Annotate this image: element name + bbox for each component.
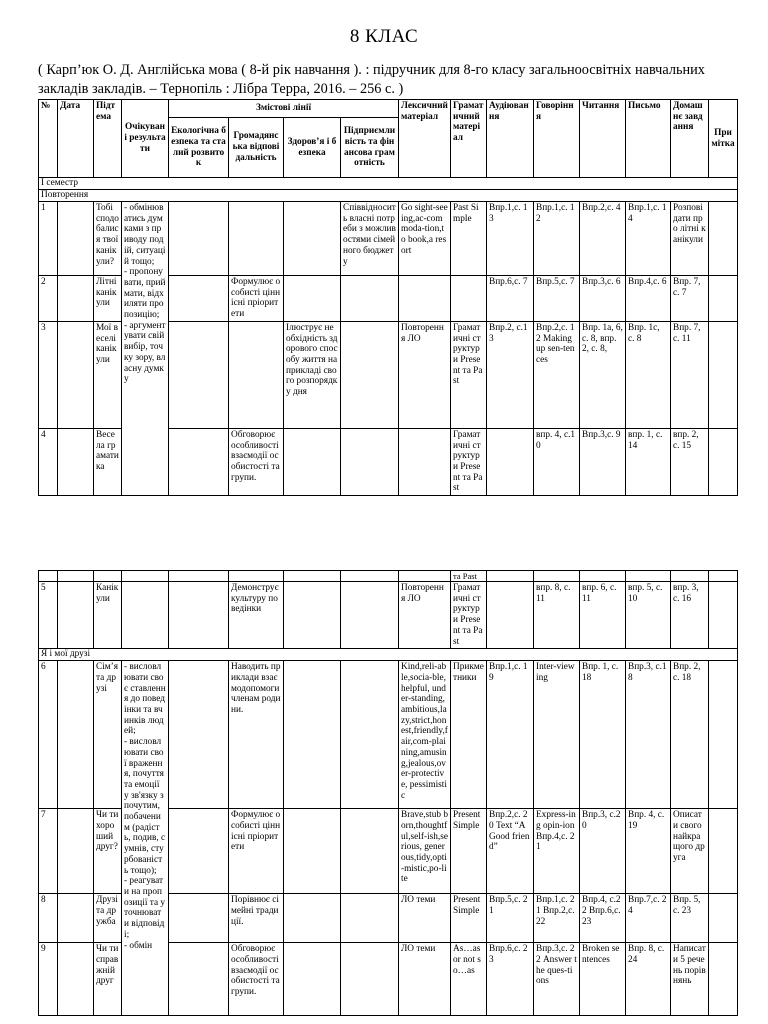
cell-num: 6 — [39, 661, 58, 809]
cell-speaking: Inter-viewing — [534, 661, 580, 809]
cell-entrepreneur — [341, 809, 399, 894]
cell-topic: Весела граматика — [94, 428, 122, 495]
cell-health — [284, 943, 341, 1016]
cell-notes — [709, 943, 738, 1016]
cell-date — [58, 943, 94, 1016]
cell-date — [58, 276, 94, 322]
cell-grammar: Прикметники — [451, 661, 487, 809]
lesson-plan-table-continued — [38, 570, 738, 1016]
cell-health: Ілюструє необхідність здорового способу життя на прикладі свого розпорядку дня — [284, 321, 341, 428]
cell-civic: Обговорює особливості взаємодії особистості та групи. — [229, 428, 284, 495]
cell-reading: Впр.4, с.22 Впр.6,с. 23 — [580, 894, 626, 943]
header-health: Здоров’я і безпека — [284, 118, 341, 178]
cell-health — [284, 661, 341, 809]
cell-writing: Впр.4,с. 6 — [626, 276, 671, 322]
cell-reading: впр. 6, с. 11 — [580, 582, 626, 649]
cell-lexical — [399, 428, 451, 495]
cell-ecology — [169, 428, 229, 495]
section-label: Повторення — [39, 190, 738, 202]
header-writing: Письмо — [626, 100, 671, 178]
cell-civic: Наводить приклади взаємодопомоги членам родини. — [229, 661, 284, 809]
cell-num: 2 — [39, 276, 58, 322]
cell-ecology — [169, 894, 229, 943]
cell-grammar: Граматичні структури Present та Past — [451, 428, 487, 495]
cell-grammar: As…as or not so…as — [451, 943, 487, 1016]
cell-civic — [229, 202, 284, 276]
header-topic: Підтема — [94, 100, 122, 178]
header-ecology: Екологічна безпека та сталий розвиток — [169, 118, 229, 178]
cell-entrepreneur — [341, 582, 399, 649]
cell-lexical — [399, 276, 451, 322]
cell-writing: Впр. 1с, с. 8 — [626, 321, 671, 428]
cell-date — [58, 809, 94, 894]
cell-lexical: ЛО теми — [399, 943, 451, 1016]
header-reading: Читання — [580, 100, 626, 178]
cell-num: 5 — [39, 582, 58, 649]
cell-notes — [709, 321, 738, 428]
cell-homework: Написати 5 речень порівнянь — [671, 943, 709, 1016]
cell-writing: Впр.3, с.18 — [626, 661, 671, 809]
lesson-plan-table — [38, 99, 738, 496]
table-row — [39, 582, 738, 649]
cell-lexical: Повторення ЛО — [399, 582, 451, 649]
cell-listening: Впр.2, с.13 — [487, 321, 534, 428]
cell-writing: Впр.7,с. 24 — [626, 894, 671, 943]
cell-lexical: Kind,reli-able,socia-ble,helpful, under-standing,ambitious,lazy,strict,honest,friendly,fair,com-plaining,amusing,jealous,over-protective, pessimistic — [399, 661, 451, 809]
cell-date — [58, 321, 94, 428]
cell-entrepreneur — [341, 321, 399, 428]
cell-entrepreneur: Співвідносить власні потреби з можливостями сімейного бюджету — [341, 202, 399, 276]
cell-results: - висловлювати своє ставлення до поведінки та вчинків людей; - висловлювати свої враження, почуття та емоції у зв'язку з почутим, побаченим (радість, подив, сумнів, стурбованість тощо); - реагувати на пропозиції та уточнювати відповіді; - обмін — [122, 661, 169, 1016]
cell-reading: Впр.3,с. 9 — [580, 428, 626, 495]
cell-entrepreneur — [341, 428, 399, 495]
table-row — [39, 202, 738, 276]
cell-speaking: Впр.1,с. 12 — [534, 202, 580, 276]
cell-topic: Тобі сподобалися твої канікули? — [94, 202, 122, 276]
cell-entrepreneur — [341, 943, 399, 1016]
cell-results — [122, 582, 169, 649]
cell-grammar: Present Simple — [451, 809, 487, 894]
cell-topic: Канікули — [94, 582, 122, 649]
cell-topic: Друзі та дружба — [94, 894, 122, 943]
table-row — [39, 661, 738, 809]
cell-results: - обмінюватись думками з приводу подій, ситуацій тощо; - пропонувати, приймати, відхиляти пропозицію; - аргументувати свій вибір, точку зору, власну думку — [122, 202, 169, 496]
cell-grammar: Present Simple — [451, 894, 487, 943]
cell-speaking: Express-ing opin-ion Впр.4,с. 21 — [534, 809, 580, 894]
semester-label: I семестр — [39, 178, 738, 190]
cell-date — [58, 661, 94, 809]
cell-date — [58, 202, 94, 276]
header-notes: Примітка — [709, 100, 738, 178]
cell-listening: Впр.2,с. 20 Text “A Good friend” — [487, 809, 534, 894]
cell-civic — [229, 321, 284, 428]
cell-reading: Впр.2,с. 4 — [580, 202, 626, 276]
cell-notes — [709, 428, 738, 495]
cell-civic: Демонструє культуру поведінки — [229, 582, 284, 649]
cell-date — [58, 894, 94, 943]
header-entrepreneur: Підприємливість та фінансова грамотність — [341, 118, 399, 178]
cell-notes — [709, 582, 738, 649]
cell-reading: Впр. 1а, 6, с. 8, впр. 2, с. 8, — [580, 321, 626, 428]
cell-civic: Обговорює особливості взаємодії особистості та групи. — [229, 943, 284, 1016]
cell-topic: Літні канікули — [94, 276, 122, 322]
cell-num: 9 — [39, 943, 58, 1016]
cell-writing: Впр. 8, с. 24 — [626, 943, 671, 1016]
cell-topic: Мої веселі канікули — [94, 321, 122, 428]
cell-grammar: Граматичні структури Present та Past — [451, 582, 487, 649]
cell-lexical: Повторення ЛО — [399, 321, 451, 428]
cell-entrepreneur — [341, 661, 399, 809]
cell-lexical: Brave,stub born,thoughtful,self-ish,serious, generous,tidy,opti-mistic,po-lite — [399, 809, 451, 894]
cell-writing: впр. 1, с. 14 — [626, 428, 671, 495]
page-title: 8 КЛАС — [349, 26, 419, 47]
cell-date — [58, 582, 94, 649]
cell-reading: Впр.3, с.20 — [580, 809, 626, 894]
cell-health — [284, 582, 341, 649]
cell-notes — [709, 202, 738, 276]
cell-grammar: Past Simple — [451, 202, 487, 276]
cell-health — [284, 428, 341, 495]
cell-grammar: Граматичні структури Present та Past — [451, 321, 487, 428]
cell-listening — [487, 582, 534, 649]
cell-listening: Впр.1,с. 19 — [487, 661, 534, 809]
cell-speaking: Впр.5,с. 7 — [534, 276, 580, 322]
cell-num: 8 — [39, 894, 58, 943]
cell-listening — [487, 428, 534, 495]
cell-ecology — [169, 943, 229, 1016]
section-label: Я і мої друзі — [39, 649, 738, 661]
cell-speaking: Впр.3,с. 22 Answer the ques-tions — [534, 943, 580, 1016]
header-content-lines: Змістові лінії — [169, 100, 399, 118]
cell-num: 3 — [39, 321, 58, 428]
cell-grammar — [451, 276, 487, 322]
cell-topic: Чи ти хороший друг? — [94, 809, 122, 894]
cell-homework: Впр. 7, с. 11 — [671, 321, 709, 428]
cell-notes — [709, 661, 738, 809]
cell-speaking: впр. 8, с. 11 — [534, 582, 580, 649]
cell-notes — [709, 276, 738, 322]
cell-grammar-carry: та Past — [451, 571, 487, 582]
header-results: Очікувані результати — [122, 100, 169, 178]
header-homework: Домашнє завдання — [671, 100, 709, 178]
textbook-reference: ( Карп’юк О. Д. Англійська мова ( 8-й рік навчання ). : підручник для 8-го класу загальноосвітніх навчальних закладів закладів. – Тернопіль : Лібра Терра, 2016. – 256 с. ) — [38, 62, 705, 97]
header-civic: Громадянська відповідальність — [229, 118, 284, 178]
cell-speaking: впр. 4, с.10 — [534, 428, 580, 495]
cell-entrepreneur — [341, 894, 399, 943]
cell-writing: Впр. 4, с. 19 — [626, 809, 671, 894]
header-grammar: Граматичний матеріал — [451, 100, 487, 178]
cell-listening: Впр.1,с. 13 — [487, 202, 534, 276]
cell-reading: Впр.3,с. 6 — [580, 276, 626, 322]
cell-writing: Впр.1,с. 14 — [626, 202, 671, 276]
cell-num: 4 — [39, 428, 58, 495]
cell-civic: Формулює особисті ціннісні пріоритети — [229, 809, 284, 894]
cell-health — [284, 202, 341, 276]
cell-ecology — [169, 321, 229, 428]
cell-ecology — [169, 809, 229, 894]
cell-ecology — [169, 582, 229, 649]
cell-listening: Впр.6,с. 7 — [487, 276, 534, 322]
cell-ecology — [169, 276, 229, 322]
cell-writing: впр. 5, с. 10 — [626, 582, 671, 649]
header-num: № — [39, 100, 58, 178]
header-speaking: Говоріння — [534, 100, 580, 178]
cell-notes — [709, 809, 738, 894]
cell-homework: Впр. 7, с. 7 — [671, 276, 709, 322]
cell-lexical: Go sight-seeing,ac-commoda-tion,to book,a resort — [399, 202, 451, 276]
cell-homework: впр. 3, с. 16 — [671, 582, 709, 649]
cell-listening: Впр.6,с. 23 — [487, 943, 534, 1016]
cell-health — [284, 809, 341, 894]
cell-speaking: Впр.2,с. 12 Making up sen-tences — [534, 321, 580, 428]
cell-lexical: ЛО теми — [399, 894, 451, 943]
carry-over-row — [39, 571, 738, 582]
cell-reading: Broken sentences — [580, 943, 626, 1016]
cell-topic: Чи ти справжній друг — [94, 943, 122, 1016]
cell-ecology — [169, 202, 229, 276]
header-date: Дата — [58, 100, 94, 178]
header-listening: Аудіювання — [487, 100, 534, 178]
cell-num: 1 — [39, 202, 58, 276]
cell-listening: Впр.5,с. 21 — [487, 894, 534, 943]
cell-homework: Описати свого найкращого друга — [671, 809, 709, 894]
cell-homework: Розповідати про літні канікули — [671, 202, 709, 276]
cell-num: 7 — [39, 809, 58, 894]
cell-entrepreneur — [341, 276, 399, 322]
cell-civic: Формулює особисті ціннісні пріоритети — [229, 276, 284, 322]
cell-homework: Впр. 2, с. 18 — [671, 661, 709, 809]
cell-ecology — [169, 661, 229, 809]
cell-homework: Впр. 5, с. 23 — [671, 894, 709, 943]
cell-speaking: Впр.1,с. 21 Впр.2,с. 22 — [534, 894, 580, 943]
cell-health — [284, 276, 341, 322]
cell-date — [58, 428, 94, 495]
cell-homework: впр. 2, с. 15 — [671, 428, 709, 495]
header-lexical: Лексичний матеріал — [399, 100, 451, 178]
cell-reading: Впр. 1, с. 18 — [580, 661, 626, 809]
cell-topic: Сім’я та друзі — [94, 661, 122, 809]
cell-health — [284, 894, 341, 943]
cell-civic: Порівнює сімейні традиції. — [229, 894, 284, 943]
cell-notes — [709, 894, 738, 943]
